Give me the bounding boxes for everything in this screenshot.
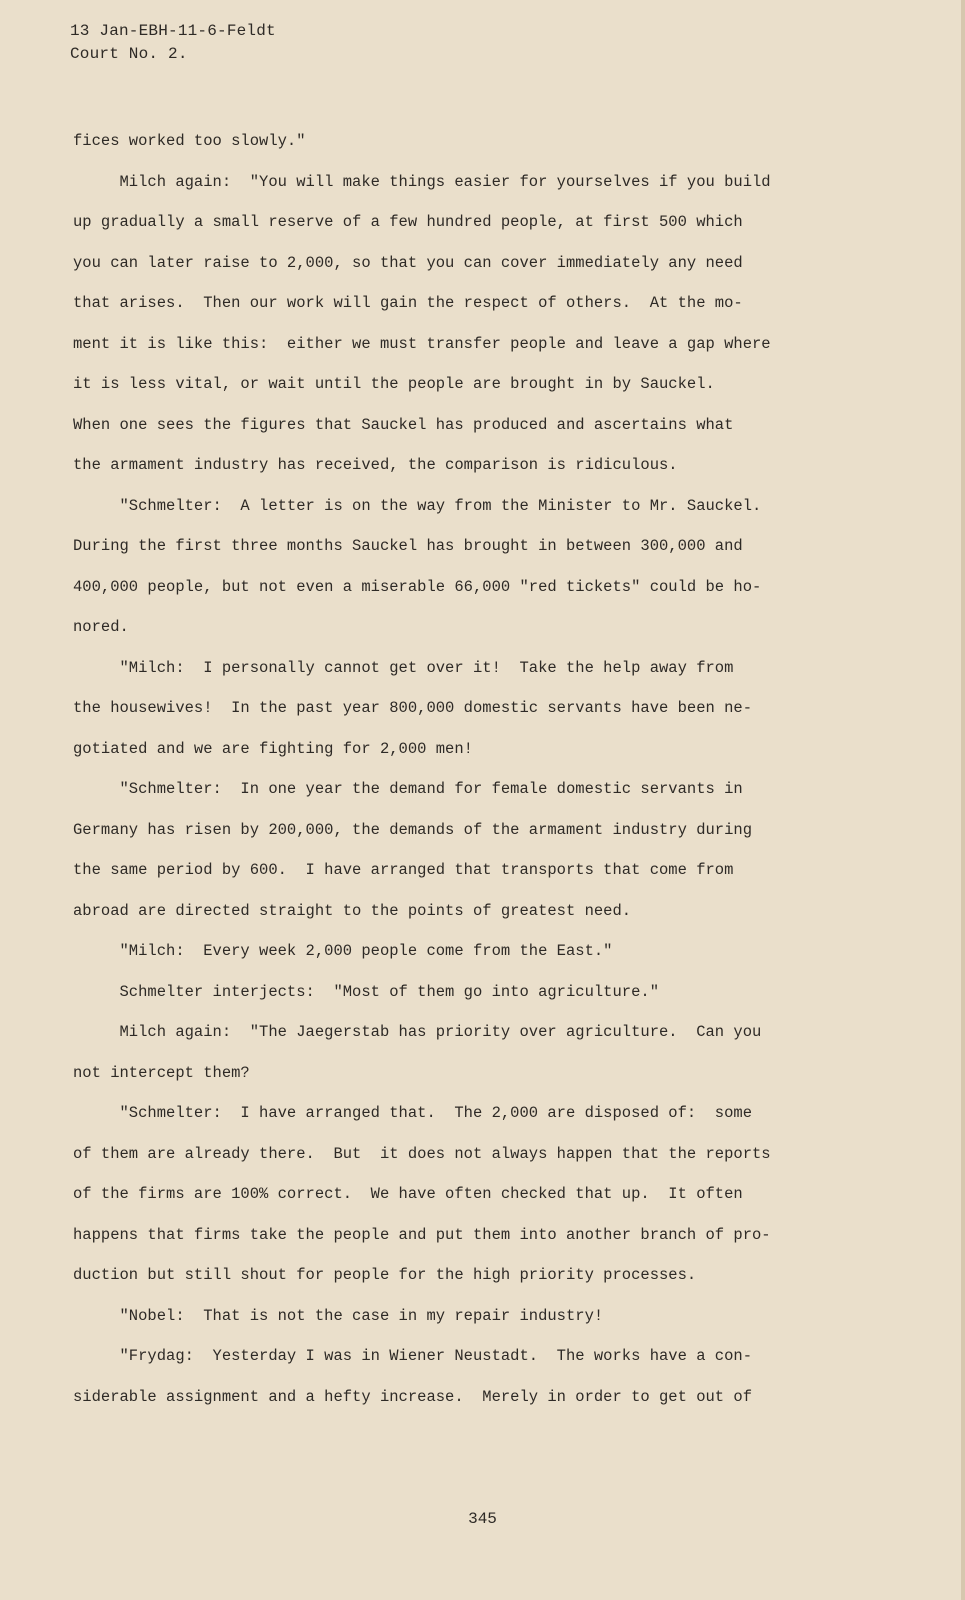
text-line: of them are already there. But it does not always happen that the reports [73,1144,771,1163]
text-line: fices worked too slowly." [73,132,306,150]
text-line: "Milch: Every week 2,000 people come from the East." [73,942,613,960]
text-line: abroad are directed straight to the points of greatest need. [73,901,632,920]
text-line: up gradually a small reserve of a few hundred people, at first 500 which [73,213,743,231]
text-line: Milch again: "You will make things easier for yourselves if you build [73,172,771,191]
text-line: of the firms are 100% correct. We have often checked that up. It often [73,1185,743,1203]
text-line: you can later raise to 2,000, so that you can cover immediately any need [73,253,743,272]
text-line: happens that firms take the people and put them into another branch of pro- [73,1225,771,1244]
text-line: nored. [73,618,129,636]
text-line: ment it is like this: either we must transfer people and leave a gap where [73,334,771,353]
text-line: "Nobel: That is not the case in my repair industry! [73,1306,604,1325]
text-line: Schmelter interjects: "Most of them go into agriculture." [73,982,659,1001]
text-line: "Schmelter: In one year the demand for female domestic servants in [73,780,743,798]
text-line: siderable assignment and a hefty increase. Merely in order to get out of [73,1387,753,1406]
text-line: Germany has risen by 200,000, the demands of the armament industry during [73,820,753,839]
text-line: the armament industry has received, the comparison is ridiculous. [73,456,678,474]
text-line: "Schmelter: I have arranged that. The 2,000 are disposed of: some [73,1104,753,1122]
text-line: When one sees the figures that Sauckel has produced and ascertains what [73,415,734,434]
document-body [73,121,853,1417]
text-line: "Schmelter: A letter is on the way from the Minister to Mr. Sauckel. [73,496,762,515]
text-line: that arises. Then our work will gain the respect of others. At the mo- [73,294,743,312]
header-court: Court No. 2. [70,45,188,63]
text-line: not intercept them? [73,1063,250,1082]
text-line: Milch again: "The Jaegerstab has priority over agriculture. Can you [73,1023,762,1041]
text-line: During the first three months Sauckel has brought in between 300,000 and [73,537,743,555]
text-line: 400,000 people, but not even a miserable 66,000 "red tickets" could be ho- [73,577,762,596]
text-line: "Frydag: Yesterday I was in Wiener Neustadt. The works have a con- [73,1347,753,1365]
text-line: duction but still shout for people for the high priority processes. [73,1266,697,1284]
text-line: gotiated and we are fighting for 2,000 men! [73,739,473,758]
document-header [70,20,276,66]
page-number: 345 [468,1510,497,1528]
header-reference: 13 Jan-EBH-11-6-Feldt [70,22,276,40]
text-line: it is less vital, or wait until the people are brought in by Sauckel. [73,375,715,393]
text-line: "Milch: I personally cannot get over it! Take the help away from [73,658,734,677]
text-line: the same period by 600. I have arranged that transports that come from [73,861,734,879]
text-line: the housewives! In the past year 800,000 domestic servants have been ne- [73,699,753,717]
